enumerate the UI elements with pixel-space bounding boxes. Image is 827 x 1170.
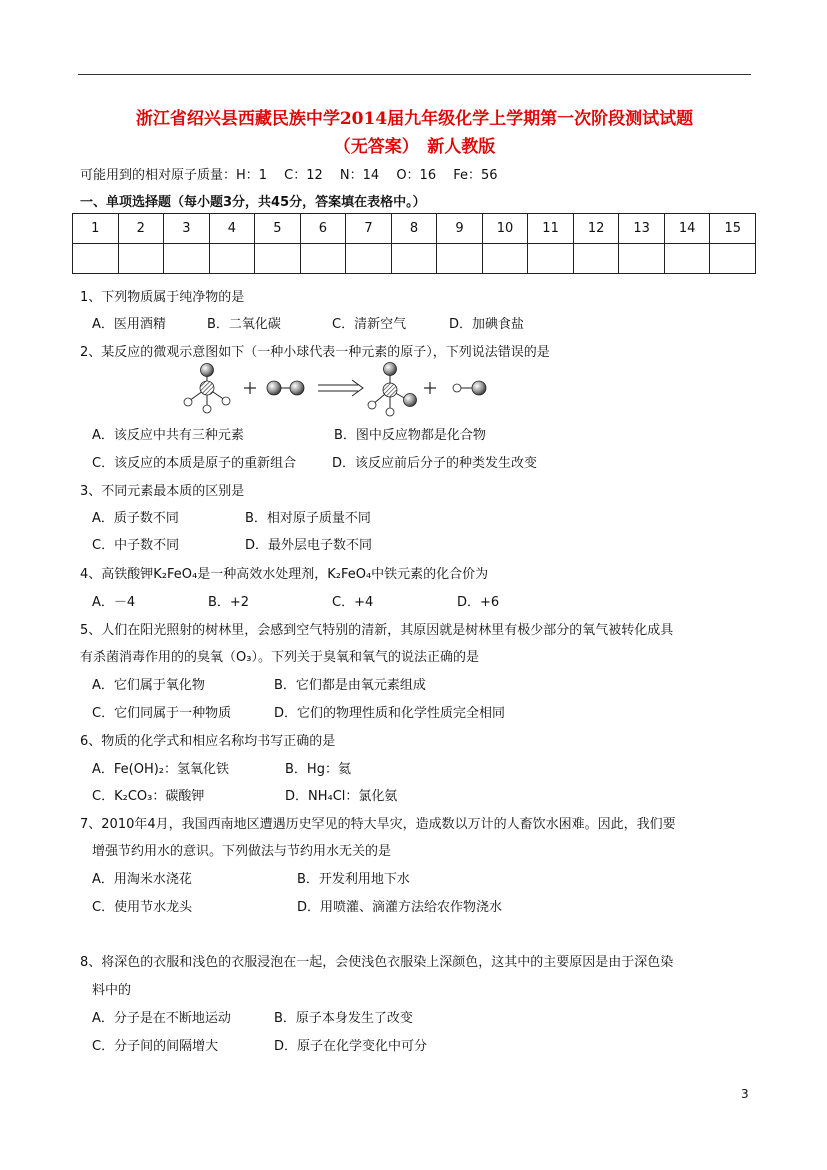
question-8-stem-continued: 料中的	[92, 983, 132, 998]
answer-cell[interactable]	[164, 244, 210, 274]
table-number-cell: 2	[118, 214, 164, 244]
product-molecule-2	[453, 381, 486, 395]
table-number-cell: 14	[664, 214, 710, 244]
question-4-option-d: D．+6	[457, 595, 500, 610]
table-number-cell: 4	[209, 214, 255, 244]
table-number-cell: 12	[573, 214, 619, 244]
question-3-option-c: C．中子数不同	[92, 538, 180, 553]
atomic-masses: 可能用到的相对原子质量：H：1 C：12 N：14 O：16 Fe：56	[80, 168, 498, 183]
question-3-option-b: B．相对原子质量不同	[245, 511, 371, 526]
question-8-option-c: C．分子间的间隔增大	[92, 1039, 219, 1054]
question-2-stem: 2、某反应的微观示意图如下（一种小球代表一种元素的原子），下列说法错误的是	[80, 345, 550, 360]
question-5-option-d: D．它们的物理性质和化学性质完全相同	[274, 706, 506, 721]
question-1-option-a: A．医用酒精	[92, 317, 166, 332]
table-number-cell: 10	[482, 214, 528, 244]
reaction-arrow-icon	[318, 380, 363, 396]
answer-cell[interactable]	[346, 244, 392, 274]
answer-cell[interactable]	[664, 244, 710, 274]
answer-table-blank-row	[73, 244, 756, 274]
question-4-option-b: B．+2	[208, 595, 250, 610]
question-6-option-c: C．K₂CO₃：碳酸钾	[92, 789, 205, 804]
product-molecule-1	[368, 363, 417, 417]
answer-cell[interactable]	[300, 244, 346, 274]
table-number-cell: 9	[437, 214, 483, 244]
answer-cell[interactable]	[528, 244, 574, 274]
reactant-molecule-2	[267, 381, 304, 395]
table-number-cell: 8	[391, 214, 437, 244]
question-1-option-d: D．加碘食盐	[449, 317, 525, 332]
question-8-stem: 8、将深色的衣服和浅色的衣服浸泡在一起，会使浅色衣服染上深颜色，这其中的主要原因是由于深色染	[80, 955, 674, 970]
question-7-stem-continued: 增强节约用水的意识。下列做法与节约用水无关的是	[92, 844, 392, 859]
answer-cell[interactable]	[209, 244, 255, 274]
question-8-option-d: D．原子在化学变化中可分	[274, 1039, 428, 1054]
question-6-option-a: A．Fe(OH)₂：氢氧化铁	[92, 762, 230, 777]
question-4-option-a: A．－4	[92, 595, 136, 610]
question-2-option-c: C．该反应的本质是原子的重新组合	[92, 456, 297, 471]
document-title: 浙江省绍兴县西藏民族中学2014届九年级化学上学期第一次阶段测试试题	[135, 109, 694, 129]
answer-cell[interactable]	[710, 244, 756, 274]
question-3-option-a: A．质子数不同	[92, 511, 179, 526]
question-8-option-a: A．分子是在不断地运动	[92, 1011, 231, 1026]
question-6-option-b: B．Hg：氦	[285, 762, 351, 777]
question-5-stem: 5、人们在阳光照射的树林里，会感到空气特别的清新，其原因就是树林里有极少部分的氧气被转化成具	[80, 623, 674, 638]
question-5-option-c: C．它们同属于一种物质	[92, 706, 232, 721]
question-7-option-b: B．开发利用地下水	[297, 872, 410, 887]
question-8-option-b: B．原子本身发生了改变	[274, 1011, 413, 1026]
answer-cell[interactable]	[573, 244, 619, 274]
question-2-option-d: D．该反应前后分子的种类发生改变	[332, 456, 538, 471]
answer-cell[interactable]	[391, 244, 437, 274]
question-4-option-c: C．+4	[332, 595, 374, 610]
table-number-cell: 5	[255, 214, 301, 244]
page-number: 3	[741, 1087, 749, 1101]
question-7-option-a: A．用淘米水浇花	[92, 872, 192, 887]
table-number-cell: 7	[346, 214, 392, 244]
table-number-cell: 13	[619, 214, 665, 244]
question-4-stem: 4、高铁酸钾K₂FeO₄是一种高效水处理剂，K₂FeO₄中铁元素的化合价为	[80, 567, 489, 582]
table-number-cell: 15	[710, 214, 756, 244]
section-heading: 一、单项选择题（每小题3分，共45分，答案填在表格中。）	[80, 195, 426, 210]
plus-icon	[424, 382, 436, 394]
answer-cell[interactable]	[73, 244, 119, 274]
table-number-cell: 6	[300, 214, 346, 244]
answer-cell[interactable]	[619, 244, 665, 274]
question-6-stem: 6、物质的化学式和相应名称均书写正确的是	[80, 734, 336, 749]
table-number-cell: 3	[164, 214, 210, 244]
reaction-diagram	[180, 360, 510, 420]
answer-table	[72, 213, 756, 274]
question-1-option-c: C．清新空气	[332, 317, 407, 332]
answer-cell[interactable]	[118, 244, 164, 274]
question-5-option-a: A．它们属于氧化物	[92, 678, 205, 693]
question-7-stem: 7、2010年4月，我国西南地区遭遇历史罕见的特大旱灾，造成数以万计的人畜饮水困难。因此，我们要	[80, 817, 676, 832]
question-7-option-d: D．用喷灌、滴灌方法给农作物浇水	[297, 900, 503, 915]
table-number-cell: 11	[528, 214, 574, 244]
answer-cell[interactable]	[482, 244, 528, 274]
header-rule	[78, 74, 751, 75]
question-2-option-a: A．该反应中共有三种元素	[92, 428, 244, 443]
answer-cell[interactable]	[437, 244, 483, 274]
question-6-option-d: D．NH₄Cl：氯化氨	[285, 789, 398, 804]
answer-table-header-row	[73, 214, 756, 244]
question-3-option-d: D．最外层电子数不同	[245, 538, 373, 553]
reactant-molecule-1	[184, 364, 230, 414]
plus-icon	[244, 382, 256, 394]
question-1-stem: 1、下列物质属于纯净物的是	[80, 290, 245, 305]
document-subtitle: （无答案） 新人教版	[333, 137, 496, 157]
question-3-stem: 3、不同元素最本质的区别是	[80, 484, 245, 499]
table-number-cell: 1	[73, 214, 119, 244]
question-5-stem-continued: 有杀菌消毒作用的的臭氧（O₃）。下列关于臭氧和氧气的说法正确的是	[80, 650, 479, 665]
question-5-option-b: B．它们都是由氧元素组成	[274, 678, 426, 693]
question-7-option-c: C．使用节水龙头	[92, 900, 193, 915]
question-2-option-b: B．图中反应物都是化合物	[334, 428, 486, 443]
question-1-option-b: B．二氧化碳	[207, 317, 281, 332]
answer-cell[interactable]	[255, 244, 301, 274]
